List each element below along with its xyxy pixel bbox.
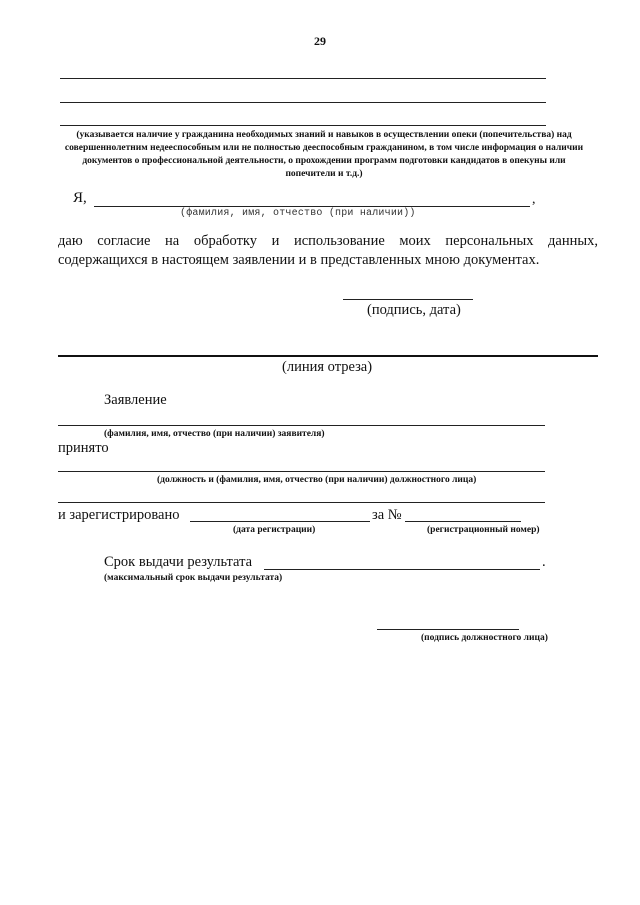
deadline-label: Срок выдачи результата bbox=[104, 554, 253, 570]
deadline-hint: (максимальный срок выдачи результата) bbox=[104, 573, 283, 583]
applicant-line bbox=[58, 425, 545, 426]
knowledge-note: (указывается наличие у гражданина необходимых знаний и навыков в осуществлении опеки (попечительства) над совершеннолетним недееспособным или не полностью дееспособным гражданином, в том числе информация о наличии документов о профессиональной деятельности, о прохождении программ подготовки кандидатов в опекуны или попечители и т.д.) bbox=[64, 130, 584, 179]
registered-label: и зарегистрировано bbox=[58, 507, 180, 523]
official-signature-hint: (подпись должностного лица) bbox=[421, 633, 548, 643]
reg-number-hint: (регистрационный номер) bbox=[427, 525, 540, 535]
official-line-2 bbox=[58, 502, 545, 503]
reg-number-line bbox=[405, 521, 521, 522]
number-label: за № bbox=[372, 507, 402, 523]
consent-name-hint: (фамилия, имя, отчество (при наличии)) bbox=[180, 208, 416, 219]
consent-comma: , bbox=[532, 192, 536, 207]
cut-line-label: (линия отреза) bbox=[282, 359, 373, 375]
official-signature-line bbox=[377, 629, 519, 630]
official-hint: (должность и (фамилия, имя, отчество (при наличии) должностного лица) bbox=[157, 475, 477, 485]
consent-name-line bbox=[94, 206, 530, 207]
fill-line-1 bbox=[60, 78, 546, 79]
deadline-line bbox=[264, 569, 540, 570]
reg-date-line bbox=[190, 521, 370, 522]
fill-line-2 bbox=[60, 102, 546, 103]
consent-text: даю согласие на обработку и использование моих персональных данных, содержащихся в настоящем заявлении и в представленных мною документах. bbox=[58, 233, 598, 268]
consent-signature-line bbox=[343, 299, 473, 300]
statement-label: Заявление bbox=[104, 392, 167, 408]
page-number: 29 bbox=[314, 34, 326, 48]
accepted-label: принято bbox=[58, 440, 109, 456]
consent-signature-caption: (подпись, дата) bbox=[367, 302, 461, 318]
reg-date-hint: (дата регистрации) bbox=[233, 525, 316, 535]
cut-line bbox=[58, 355, 598, 357]
fill-line-3 bbox=[60, 125, 546, 126]
deadline-end: . bbox=[542, 554, 546, 570]
official-line bbox=[58, 471, 545, 472]
applicant-hint: (фамилия, имя, отчество (при наличии) заявителя) bbox=[104, 429, 325, 439]
ya-label: Я, bbox=[73, 190, 87, 206]
